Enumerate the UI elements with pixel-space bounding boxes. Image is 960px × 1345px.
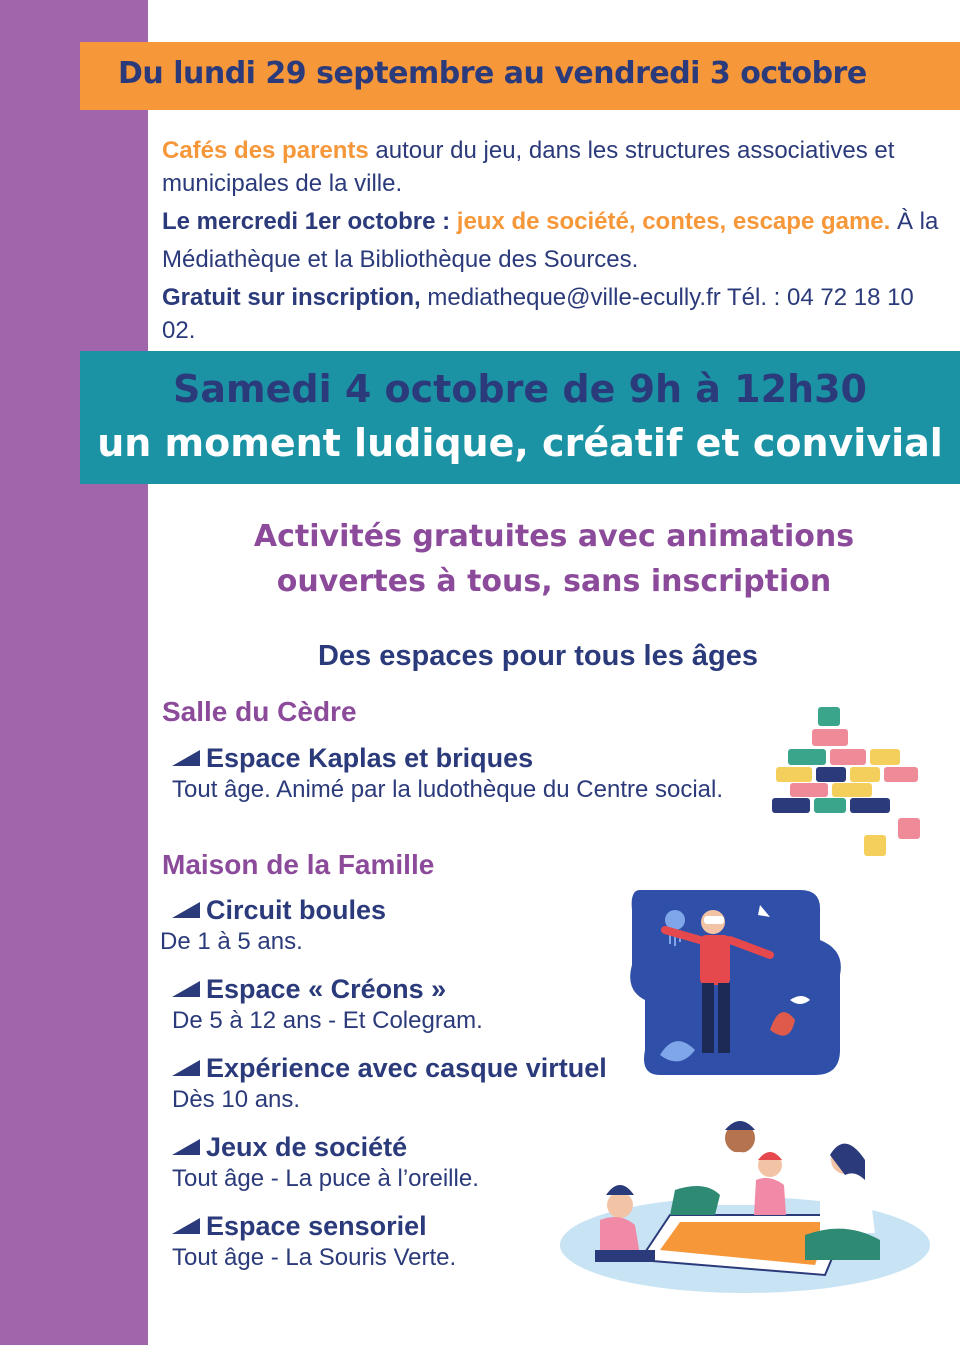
free-activities-line2: ouvertes à tous, sans inscription	[276, 564, 832, 599]
wednesday-label: Le mercredi 1er octobre :	[162, 208, 457, 235]
building-bricks-illustration	[770, 705, 930, 865]
activity-item	[172, 973, 483, 1037]
activity-title: Espace « Créons »	[206, 974, 447, 1004]
date-range-banner	[80, 42, 960, 110]
wednesday-location: À la Médiathèque et la Bibliothèque des Sources.	[162, 208, 939, 273]
free-activities-line1: Activités gratuites avec animations	[253, 519, 855, 554]
activity-item	[160, 894, 387, 958]
wednesday-paragraph	[162, 203, 952, 279]
intro-text-block	[162, 134, 952, 347]
venue-salle-du-cedre: Salle du Cèdre	[162, 696, 357, 727]
triangle-bullet-icon	[172, 1139, 200, 1155]
activity-title-row	[172, 1052, 607, 1084]
activity-item	[172, 742, 723, 806]
date-range-text: Du lundi 29 septembre au vendredi 3 octobre	[118, 56, 867, 91]
activity-description: Tout âge - La Souris Verte.	[172, 1244, 457, 1271]
left-decorative-bar	[0, 0, 148, 1345]
activity-description: Dès 10 ans.	[172, 1086, 301, 1113]
activity-item	[172, 1210, 456, 1274]
free-registration-label: Gratuit sur inscription,	[162, 284, 421, 311]
triangle-bullet-icon	[172, 981, 200, 997]
wednesday-activities: jeux de société, contes, escape game.	[456, 208, 891, 235]
activity-description: De 5 à 12 ans - Et Colegram.	[172, 1007, 483, 1034]
activity-title: Espace Kaplas et briques	[206, 743, 534, 773]
saturday-date: Samedi 4 octobre de 9h à 12h30	[173, 367, 867, 411]
activity-title: Expérience avec casque virtuel	[206, 1053, 607, 1083]
activity-title-row	[172, 894, 386, 926]
cafes-paragraph	[162, 134, 952, 200]
activity-description: Tout âge - La puce à l’oreille.	[172, 1165, 479, 1192]
activity-item	[172, 1052, 607, 1116]
activity-title-row	[172, 1131, 479, 1163]
cafes-description: autour du jeu, dans les structures associatives et municipales de la ville.	[162, 137, 895, 197]
activity-title-row	[172, 742, 723, 774]
activity-item	[172, 1131, 479, 1195]
family-board-game-illustration	[560, 1110, 930, 1295]
triangle-bullet-icon	[172, 1060, 200, 1076]
activity-title-row	[172, 1210, 456, 1242]
contact-paragraph	[162, 281, 952, 347]
spaces-heading: Des espaces pour tous les âges	[317, 640, 759, 672]
activity-description: Tout âge. Animé par la ludothèque du Centre social.	[172, 776, 724, 803]
virtual-reality-illustration	[620, 880, 850, 1085]
triangle-bullet-icon	[172, 750, 200, 766]
venue-maison-de-la-famille: Maison de la Famille	[162, 849, 435, 880]
free-activities-heading	[148, 514, 960, 604]
activity-title: Jeux de société	[206, 1132, 408, 1162]
activity-description: De 1 à 5 ans.	[160, 928, 303, 955]
activity-title: Circuit boules	[206, 895, 387, 925]
activity-title-row	[172, 973, 483, 1005]
saturday-tagline: un moment ludique, créatif et convivial	[97, 421, 943, 465]
cafes-label: Cafés des parents	[162, 137, 369, 164]
activity-title: Espace sensoriel	[206, 1211, 427, 1241]
saturday-banner	[80, 351, 960, 484]
triangle-bullet-icon	[172, 902, 200, 918]
contact-info: mediatheque@ville-ecully.fr Tél. : 04 72 18 10 02.	[162, 284, 914, 344]
triangle-bullet-icon	[172, 1218, 200, 1234]
